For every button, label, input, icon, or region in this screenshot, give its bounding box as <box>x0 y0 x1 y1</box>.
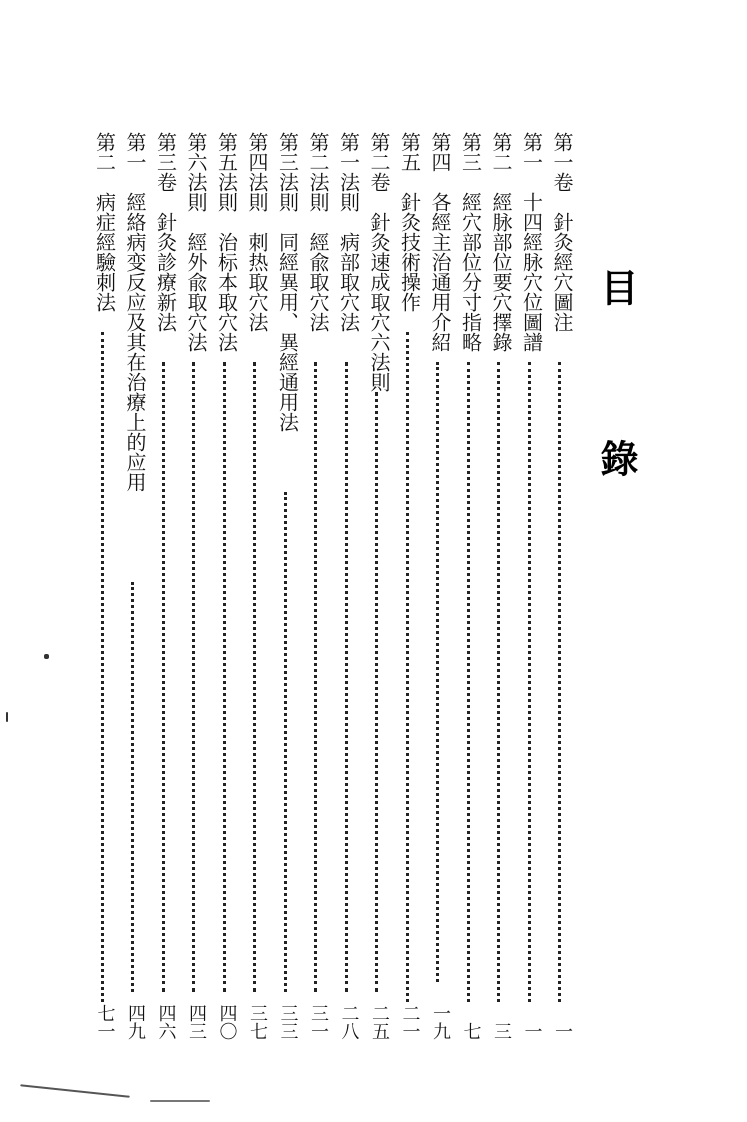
toc-entry-title: 第三法則 同經異用、異經通用法 <box>275 132 300 432</box>
toc-entry <box>121 132 149 1040</box>
toc-leader-dots <box>131 582 140 992</box>
toc-leader-dots <box>101 332 110 1002</box>
toc-entry-title: 第二 病症經驗刺法 <box>92 132 117 312</box>
toc-page-number: 三 <box>491 1022 512 1040</box>
toc-entry <box>152 132 180 1040</box>
toc-page-number: 七一 <box>94 1004 116 1040</box>
scan-speck <box>6 712 8 722</box>
toc-page-number: 二八 <box>338 1004 360 1040</box>
toc-page-number: 二一 <box>399 1004 421 1040</box>
toc-entry <box>548 132 576 1040</box>
toc-entry <box>274 132 302 1040</box>
scan-speck <box>20 1084 130 1097</box>
toc-page-number: 四〇 <box>216 1004 238 1040</box>
toc-entry-title: 第二 經脉部位要穴擇錄 <box>489 132 513 352</box>
toc-leader-dots <box>253 362 262 992</box>
toc-entry <box>243 132 271 1040</box>
toc-leader-dots <box>375 392 384 992</box>
toc-entry-title: 第一 經絡病变反应及其在治療上的应用 <box>123 132 147 492</box>
toc-page-number: 三七 <box>247 1004 268 1040</box>
toc-entry-title: 第二法則 經兪取穴法 <box>306 132 330 332</box>
toc-entry-title: 第一法則 病部取穴法 <box>336 132 361 332</box>
toc-entry-title: 第二卷 針灸速成取穴六法則 <box>367 132 391 392</box>
toc-leader-dots <box>558 362 567 1002</box>
page-title: 目 錄 <box>594 268 638 538</box>
toc-entry <box>335 132 363 1040</box>
toc-entry <box>396 132 424 1040</box>
toc-page-number: 二五 <box>369 1004 390 1040</box>
toc-leader-dots <box>223 362 232 992</box>
toc-entry <box>365 132 393 1040</box>
toc-entry-title: 第五 針灸技術操作 <box>397 132 422 312</box>
scan-speck <box>44 654 49 659</box>
toc-leader-dots <box>192 362 201 992</box>
toc-page-number: 一 <box>521 1022 543 1040</box>
toc-entry <box>426 132 454 1040</box>
toc-entry <box>91 132 119 1040</box>
toc-entry <box>518 132 546 1040</box>
toc-entry <box>487 132 515 1040</box>
toc-leader-dots <box>314 362 323 992</box>
toc-leader-dots <box>284 492 293 992</box>
toc-entry-title: 第四法則 刺热取穴法 <box>245 132 269 332</box>
toc-page-number: 一 <box>552 1022 573 1040</box>
toc-entry-title: 第一 十四經脉穴位圖譜 <box>519 132 544 352</box>
scan-speck <box>150 1100 210 1102</box>
toc-entry-title: 第三 經穴部位分寸指略 <box>458 132 483 352</box>
toc-leader-dots <box>497 362 506 1002</box>
toc-page-number: 七 <box>460 1022 482 1040</box>
toc-page-number: 四三 <box>186 1004 207 1040</box>
toc-leader-dots <box>345 362 354 992</box>
toc-entry-title: 第三卷 針灸診療新法 <box>153 132 178 332</box>
toc-leader-dots <box>162 362 171 992</box>
toc-page-number: 三三 <box>277 1004 299 1040</box>
toc-entry <box>182 132 210 1040</box>
table-of-contents <box>86 132 576 1040</box>
toc-page-number: 一九 <box>430 1004 451 1040</box>
toc-leader-dots <box>528 362 537 1002</box>
toc-leader-dots <box>406 332 415 1002</box>
toc-entry-title: 第六法則 經外兪取穴法 <box>184 132 208 352</box>
toc-entry-title: 第一卷 針灸經穴圖注 <box>550 132 574 332</box>
toc-entry-title: 第五法則 治标本取穴法 <box>214 132 239 352</box>
toc-page-number: 四九 <box>125 1004 146 1040</box>
toc-page-number: 三一 <box>308 1004 329 1040</box>
toc-entry-title: 第四 各經主治通用介紹 <box>428 132 452 352</box>
toc-entry <box>304 132 332 1040</box>
toc-leader-dots <box>436 362 445 982</box>
toc-page-number: 四六 <box>155 1004 177 1040</box>
toc-entry <box>213 132 241 1040</box>
toc-leader-dots <box>467 362 476 1002</box>
toc-entry <box>457 132 485 1040</box>
